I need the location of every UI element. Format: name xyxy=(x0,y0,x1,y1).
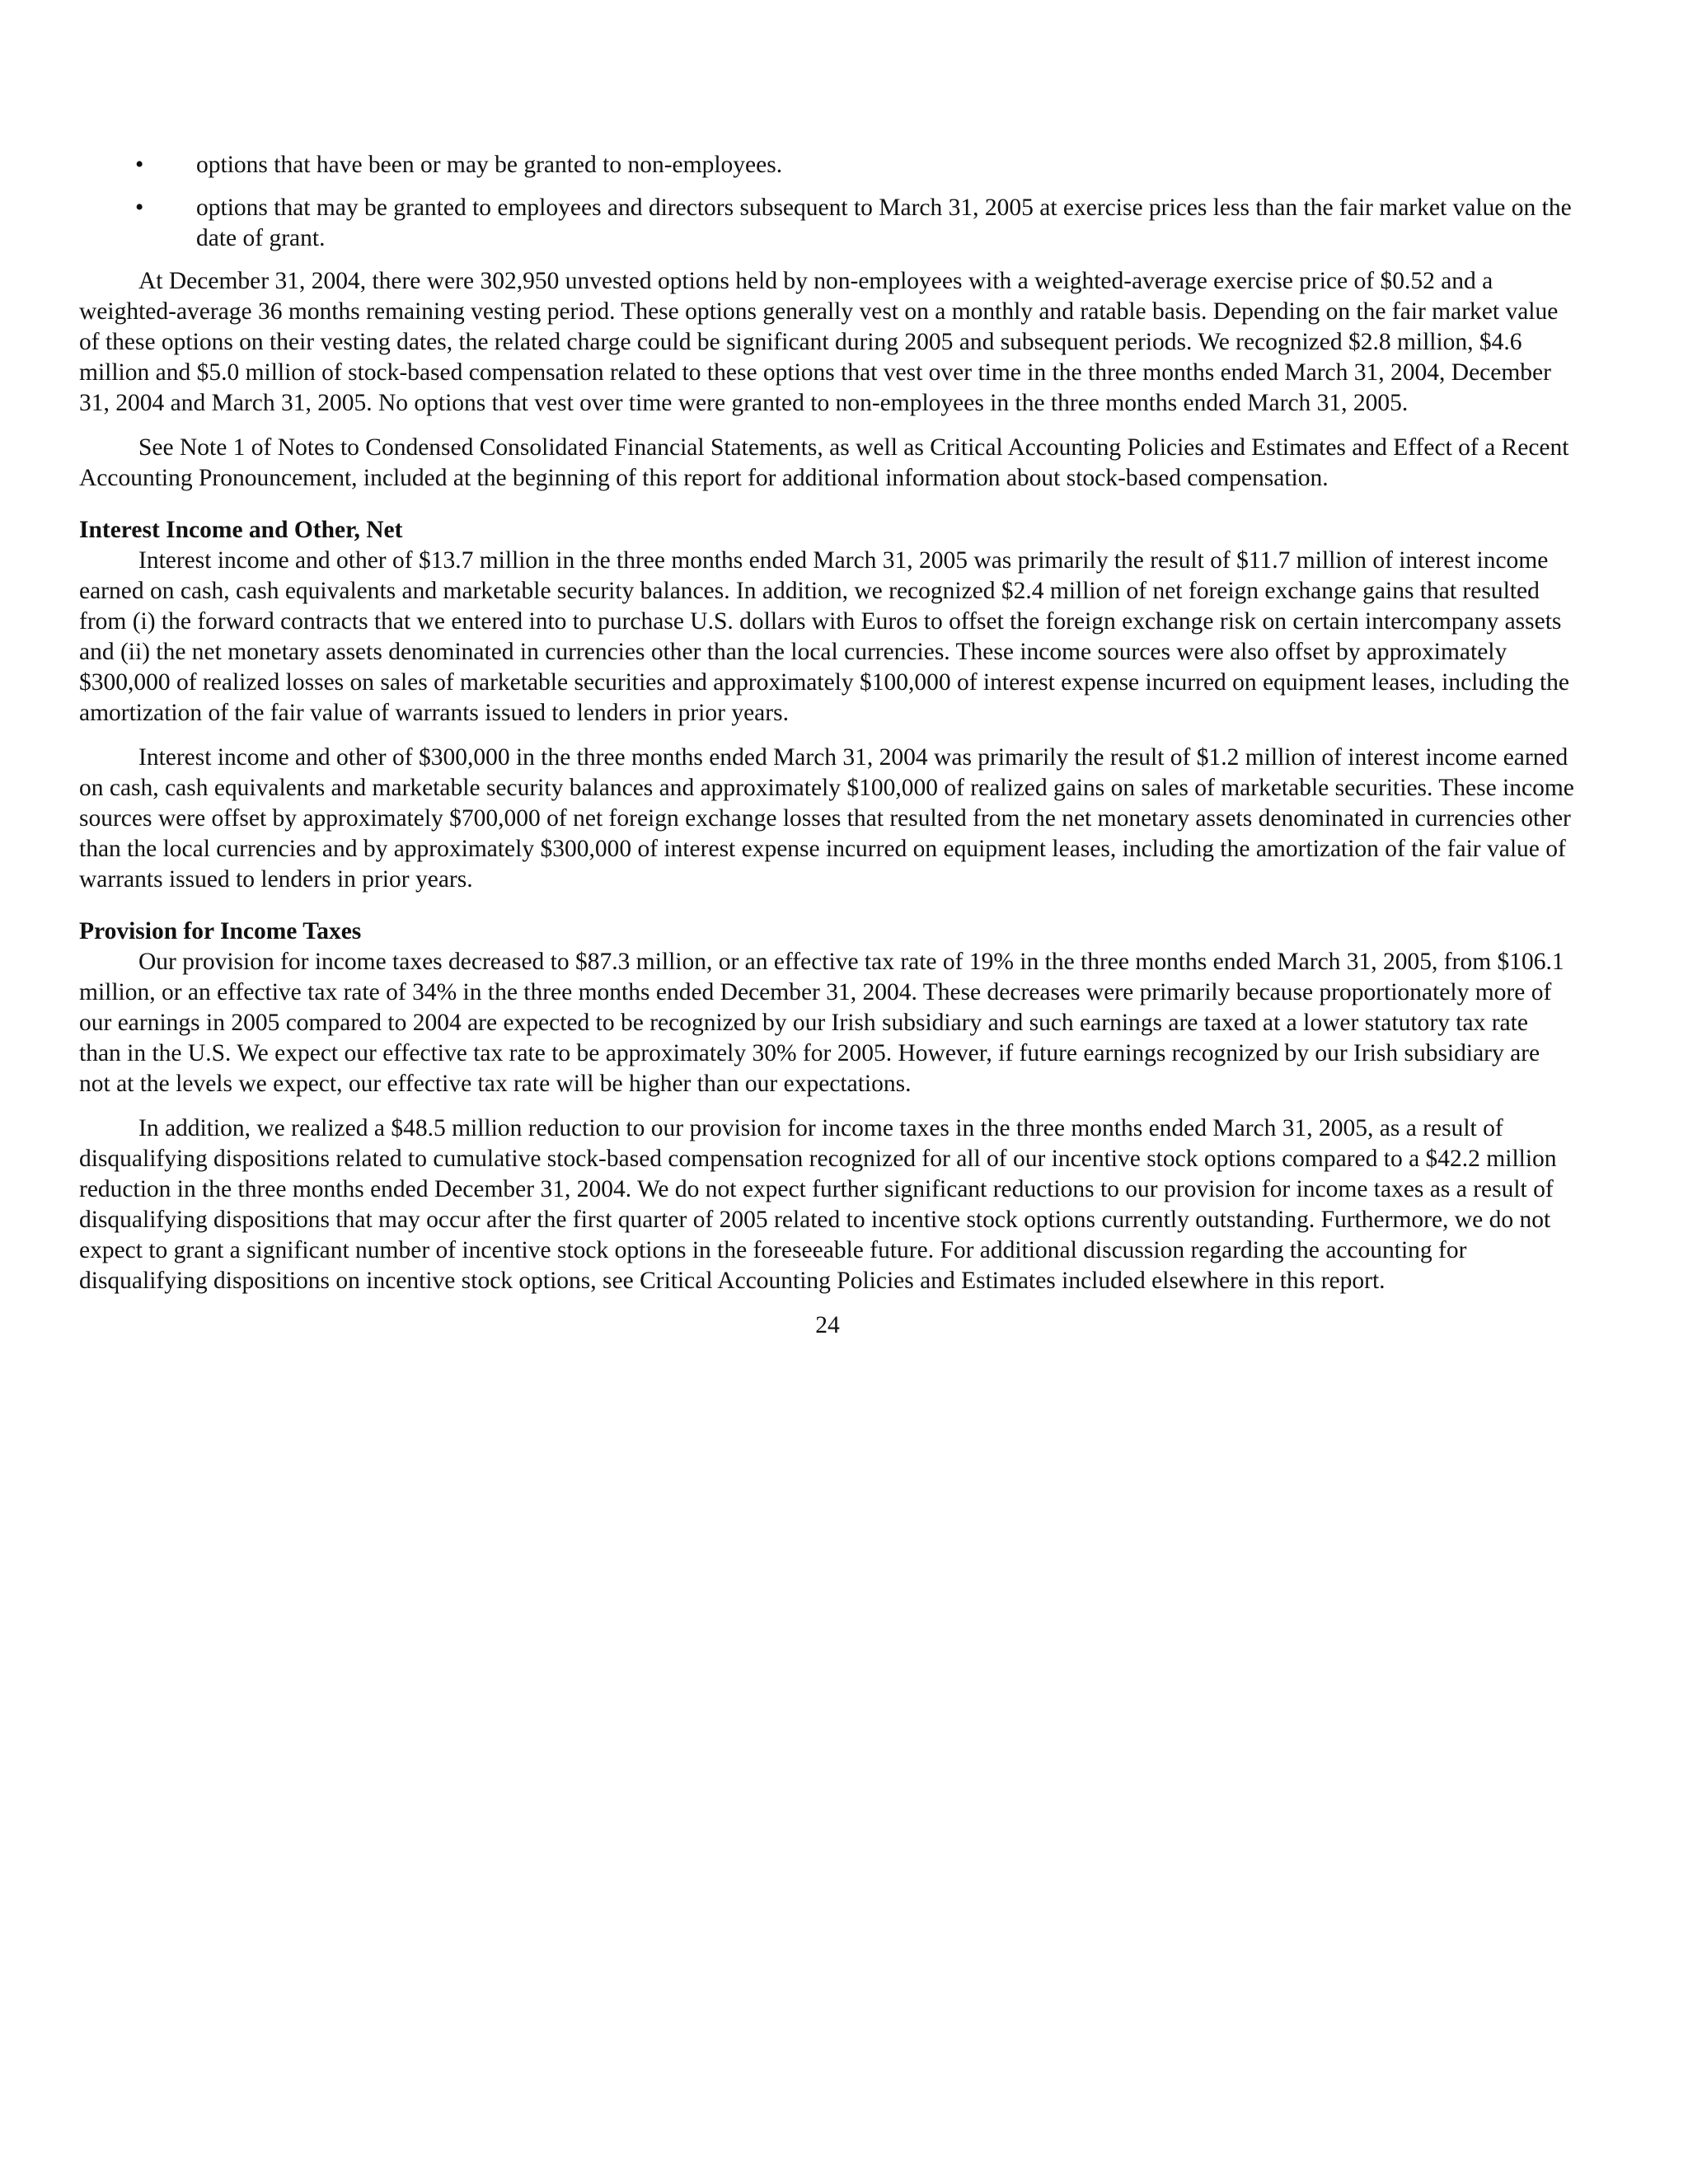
bullet-item xyxy=(79,193,1576,254)
bullet-symbol: • xyxy=(135,152,144,178)
bullet-text: options that may be granted to employees and directors subsequent to March 31, 2005 at exercise prices less than the fair market value on the date of grant. xyxy=(196,194,1572,251)
paragraph-unvested-options: At December 31, 2004, there were 302,950 unvested options held by non-employees with a weighted-average exercise price of $0.52 and a weighted-average 36 months remaining vesting period. These options generally vest on a monthly and ratable basis. Depending on the fair market value of these options on their vesting dates, the related charge could be significant during 2005 and subsequent periods. We recognized $2.8 million, $4.6 million and $5.0 million of stock-based compensation related to these options that vest over time in the three months ended March 31, 2004, December 31, 2004 and March 31, 2005. No options that vest over time were granted to non-employees in the three months ended March 31, 2005. xyxy=(79,268,1559,416)
bullet-item xyxy=(79,150,1576,180)
paragraph-disqualifying-dispositions: In addition, we realized a $48.5 million reduction to our provision for income taxes in the three months ended March 31, 2005, as a result of disqualifying dispositions related to cumulative stock-based compensation recognized for all of our incentive stock options compared to a $42.2 million reduction in the three months ended December 31, 2004. We do not expect further significant reductions to our provision for income taxes as a result of disqualifying dispositions that may occur after the first quarter of 2005 related to incentive stock options currently outstanding. Furthermore, we do not expect to grant a significant number of incentive stock options in the foreseeable future. For additional discussion regarding the accounting for disqualifying dispositions on incentive stock options, see Critical Accounting Policies and Estimates included elsewhere in this report. xyxy=(79,1115,1557,1294)
page-number: 24 xyxy=(815,1312,840,1338)
paragraph-provision-decrease: Our provision for income taxes decreased to $87.3 million, or an effective tax rate of 19% in the three months ended March 31, 2005, from $106.1 million, or an effective tax rate of 34% in the three months ended December 31, 2004. These decreases were primarily because proportionately more of our earnings in 2005 compared to 2004 are expected to be recognized by our Irish subsidiary and such earnings are taxed at a lower statutory tax rate than in the U.S. We expect our effective tax rate to be approximately 30% for 2005. However, if future earnings recognized by our Irish subsidiary are not at the levels we expect, our effective tax rate will be higher than our expectations. xyxy=(79,949,1564,1097)
bullet-text: options that have been or may be granted to non-employees. xyxy=(196,152,783,178)
paragraph-see-note-1: See Note 1 of Notes to Condensed Consolidated Financial Statements, as well as Critical Accounting Policies and Estimates and Effect of a Recent Accounting Pronouncement, included at the beginning of this report for additional information about stock-based compensation. xyxy=(79,434,1569,491)
bullet-symbol: • xyxy=(135,194,144,221)
heading-interest-income: Interest Income and Other, Net xyxy=(79,517,403,543)
heading-provision-income-taxes: Provision for Income Taxes xyxy=(79,918,362,944)
paragraph-interest-income-2004: Interest income and other of $300,000 in the three months ended March 31, 2004 was primarily the result of $1.2 million of interest income earned on cash, cash equivalents and marketable security balances and approximately $100,000 of realized gains on sales of marketable securities. These income sources were offset by approximately $700,000 of net foreign exchange losses that resulted from the net monetary assets denominated in currencies other than the local currencies and by approximately $300,000 of interest expense incurred on equipment leases, including the amortization of the fair value of warrants issued to lenders in prior years. xyxy=(79,744,1574,893)
paragraph-interest-income-2005: Interest income and other of $13.7 million in the three months ended March 31, 2005 was primarily the result of $11.7 million of interest income earned on cash, cash equivalents and marketable security balances. In addition, we recognized $2.4 million of net foreign exchange gains that resulted from (i) the forward contracts that we entered into to purchase U.S. dollars with Euros to offset the foreign exchange risk on certain intercompany assets and (ii) the net monetary assets denominated in currencies other than the local currencies. These income sources were also offset by approximately $300,000 of realized losses on sales of marketable securities and approximately $100,000 of interest expense incurred on equipment leases, including the amortization of the fair value of warrants issued to lenders in prior years. xyxy=(79,547,1569,726)
document-page xyxy=(79,150,1576,1341)
